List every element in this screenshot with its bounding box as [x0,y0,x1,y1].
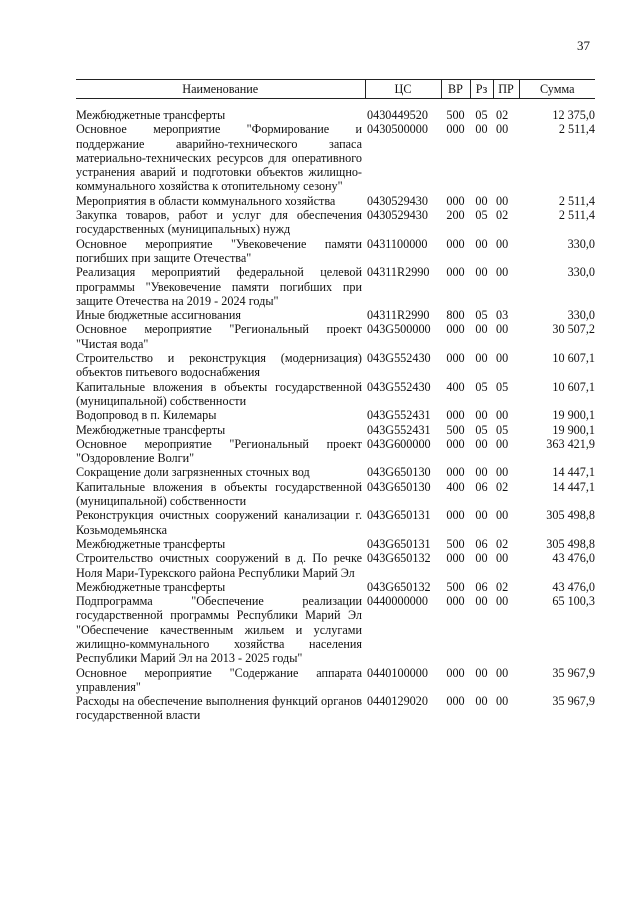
cell-name: Закупка товаров, работ и услуг для обеспечения государственных (муниципальных) нужд [76,208,362,237]
table-row [76,594,595,665]
cell-sum: 19 900,1 [552,408,595,423]
cell-name: Межбюджетные трансферты [76,422,226,437]
cell-name: Реконструкция очистных сооружений канализации г. Козьмодемьянска [76,508,362,537]
cell-vr: 000 [446,351,465,366]
cell-vr: 000 [446,408,465,423]
cell-vr: 000 [446,265,465,280]
cell-rz: 00 [475,436,488,451]
cell-name: Основное мероприятие "Формирование и поддержание аварийно-технического запаса материально-технических ресурсов для оперативного устранения аварий и подготовки объектов жилищно-коммунального хозяйства к отопительному сезону" [76,122,362,194]
cell-sum: 30 507,2 [552,322,595,337]
cell-name: Расходы на обеспечение выполнения функций органов государственной власти [76,694,362,723]
cell-cs: 0431100000 [367,236,428,251]
cell-vr: 000 [446,322,465,337]
cell-vr: 000 [446,436,465,451]
cell-vr: 000 [446,665,465,680]
cell-cs: 0430529430 [367,208,428,223]
cell-name: Строительство и реконструкция (модернизация) объектов питьевого водоснабжения [76,351,362,380]
page-number: 37 [577,38,590,53]
table-row [76,437,595,466]
cell-rz: 00 [475,508,488,523]
cell-pr: 00 [496,193,509,208]
cell-pr: 02 [496,536,509,551]
cell-sum: 2 511,4 [558,193,595,208]
cell-vr: 000 [446,594,465,609]
cell-cs: 043G500000 [367,322,431,337]
cell-name: Подпрограмма "Обеспечение реализации государственной программы Республики Марий Эл "Обеспечение качественным жильем и услугами жилищно-коммунального хозяйства населения Республики Марий Эл на 2013 - 2025 годы" [76,594,362,666]
cell-rz: 00 [475,594,488,609]
cell-vr: 800 [446,308,465,323]
cell-sum: 14 447,1 [552,479,595,494]
cell-rz: 00 [475,551,488,566]
cell-pr: 05 [496,422,509,437]
table-row [76,580,595,594]
header-spacer [76,99,595,109]
cell-pr: 00 [496,265,509,280]
cell-pr: 02 [496,208,509,223]
cell-cs: 043G552430 [367,379,431,394]
cell-sum: 35 967,9 [552,694,595,709]
cell-cs: 043G552431 [367,408,431,423]
cell-sum: 65 100,3 [552,594,595,609]
cell-rz: 05 [475,379,488,394]
cell-vr: 000 [446,193,465,208]
cell-sum: 330,0 [567,265,595,280]
cell-cs: 0440000000 [367,594,428,609]
cell-sum: 2 511,4 [558,122,595,137]
cell-pr: 00 [496,508,509,523]
cell-pr: 02 [496,479,509,494]
cell-pr: 05 [496,379,509,394]
cell-pr: 00 [496,465,509,480]
cell-pr: 00 [496,694,509,709]
cell-sum: 43 476,0 [552,579,595,594]
cell-name: Межбюджетные трансферты [76,108,226,122]
cell-vr: 500 [446,422,465,437]
header-name: Наименование [76,80,365,99]
table-row [76,122,595,193]
cell-rz: 00 [475,122,488,137]
cell-cs: 043G650131 [367,536,431,551]
cell-pr: 00 [496,351,509,366]
header-rz: Рз [470,80,493,99]
cell-vr: 500 [446,579,465,594]
header-pr: ПР [493,80,519,99]
cell-cs: 0440129020 [367,694,428,709]
cell-pr: 02 [496,108,509,122]
cell-pr: 00 [496,122,509,137]
cell-vr: 400 [446,479,465,494]
cell-pr: 00 [496,551,509,566]
cell-rz: 00 [475,465,488,480]
cell-sum: 10 607,1 [552,379,595,394]
cell-rz: 05 [475,422,488,437]
cell-rz: 05 [475,208,488,223]
cell-pr: 02 [496,579,509,594]
cell-vr: 000 [446,122,465,137]
cell-sum: 305 498,8 [546,508,595,523]
table-row [76,308,595,322]
cell-rz: 00 [475,694,488,709]
cell-sum: 363 421,9 [546,436,595,451]
table-row [76,194,595,208]
cell-vr: 500 [446,536,465,551]
header-vr: ВР [441,80,470,99]
cell-rz: 00 [475,322,488,337]
cell-vr: 000 [446,508,465,523]
cell-vr: 200 [446,208,465,223]
cell-pr: 03 [496,308,509,323]
cell-pr: 00 [496,594,509,609]
cell-rz: 00 [475,236,488,251]
cell-rz: 06 [475,536,488,551]
cell-sum: 35 967,9 [552,665,595,680]
cell-name: Иные бюджетные ассигнования [76,308,242,323]
cell-cs: 04311R2990 [367,265,430,280]
table-row [76,408,595,422]
cell-rz: 06 [475,579,488,594]
cell-cs: 0440100000 [367,665,428,680]
cell-sum: 10 607,1 [552,351,595,366]
cell-vr: 000 [446,551,465,566]
cell-vr: 000 [446,465,465,480]
cell-rz: 00 [475,351,488,366]
cell-name: Межбюджетные трансферты [76,536,226,551]
cell-name: Строительство очистных сооружений в д. По речке Ноля Мари-Турекского района Республики Марий Эл [76,551,362,580]
cell-sum: 12 375,0 [552,108,595,122]
table-row [76,108,595,122]
cell-name: Реализация мероприятий федеральной целевой программы "Увековечение памяти погибших при защите Отечества на 2019 - 2024 годы" [76,265,362,308]
cell-sum: 330,0 [567,236,595,251]
cell-name: Основное мероприятие "Увековечение памяти погибших при защите Отечества" [76,236,362,265]
cell-name: Межбюджетные трансферты [76,579,226,594]
cell-rz: 00 [475,265,488,280]
cell-sum: 43 476,0 [552,551,595,566]
cell-sum: 2 511,4 [558,208,595,223]
cell-pr: 00 [496,236,509,251]
cell-name: Мероприятия в области коммунального хозяйства [76,193,336,208]
table-row [76,380,595,409]
cell-cs: 0430449520 [367,108,428,122]
cell-cs: 043G650130 [367,479,431,494]
table-row [76,480,595,509]
table-row [76,351,595,380]
cell-vr: 500 [446,108,465,122]
header-cs: ЦС [365,80,441,99]
cell-rz: 05 [475,308,488,323]
cell-rz: 00 [475,193,488,208]
cell-name: Капитальные вложения в объекты государственной (муниципальной) собственности [76,479,362,509]
cell-pr: 00 [496,665,509,680]
cell-name: Водопровод в п. Килемары [76,408,217,423]
cell-sum: 14 447,1 [552,465,595,480]
cell-name: Основное мероприятие "Региональный проект "Чистая вода" [76,322,362,351]
cell-cs: 043G552430 [367,351,431,366]
table-header-row [76,80,595,99]
cell-cs: 043G600000 [367,436,431,451]
cell-cs: 043G650130 [367,465,431,480]
cell-pr: 00 [496,436,509,451]
cell-vr: 400 [446,379,465,394]
cell-cs: 043G650131 [367,508,431,523]
cell-rz: 00 [475,665,488,680]
table-row [76,694,595,723]
table-row [76,666,595,695]
cell-name: Сокращение доли загрязненных сточных вод [76,465,310,480]
budget-table [76,79,595,723]
table-row [76,423,595,437]
cell-sum: 305 498,8 [546,536,595,551]
cell-name: Капитальные вложения в объекты государственной (муниципальной) собственности [76,379,362,408]
table-row [76,322,595,351]
cell-sum: 330,0 [567,308,595,323]
table-row [76,508,595,537]
cell-vr: 000 [446,694,465,709]
cell-vr: 000 [446,236,465,251]
cell-sum: 19 900,1 [552,422,595,437]
cell-rz: 06 [475,479,488,494]
cell-name: Основное мероприятие "Региональный проект "Оздоровление Волги" [76,436,362,466]
cell-pr: 00 [496,408,509,423]
cell-cs: 04311R2990 [367,308,430,323]
table-row [76,537,595,551]
table-body [76,99,595,723]
cell-cs: 043G552431 [367,422,431,437]
table-row [76,208,595,237]
cell-cs: 0430529430 [367,193,428,208]
cell-cs: 0430500000 [367,122,428,137]
cell-name: Основное мероприятие "Содержание аппарата управления" [76,665,362,694]
cell-pr: 00 [496,322,509,337]
table-row [76,551,595,580]
cell-rz: 05 [475,108,488,122]
table-row [76,237,595,266]
cell-cs: 043G650132 [367,579,431,594]
table-row [76,265,595,308]
cell-cs: 043G650132 [367,551,431,566]
table-row [76,465,595,479]
header-sum: Сумма [519,80,595,99]
cell-rz: 00 [475,408,488,423]
